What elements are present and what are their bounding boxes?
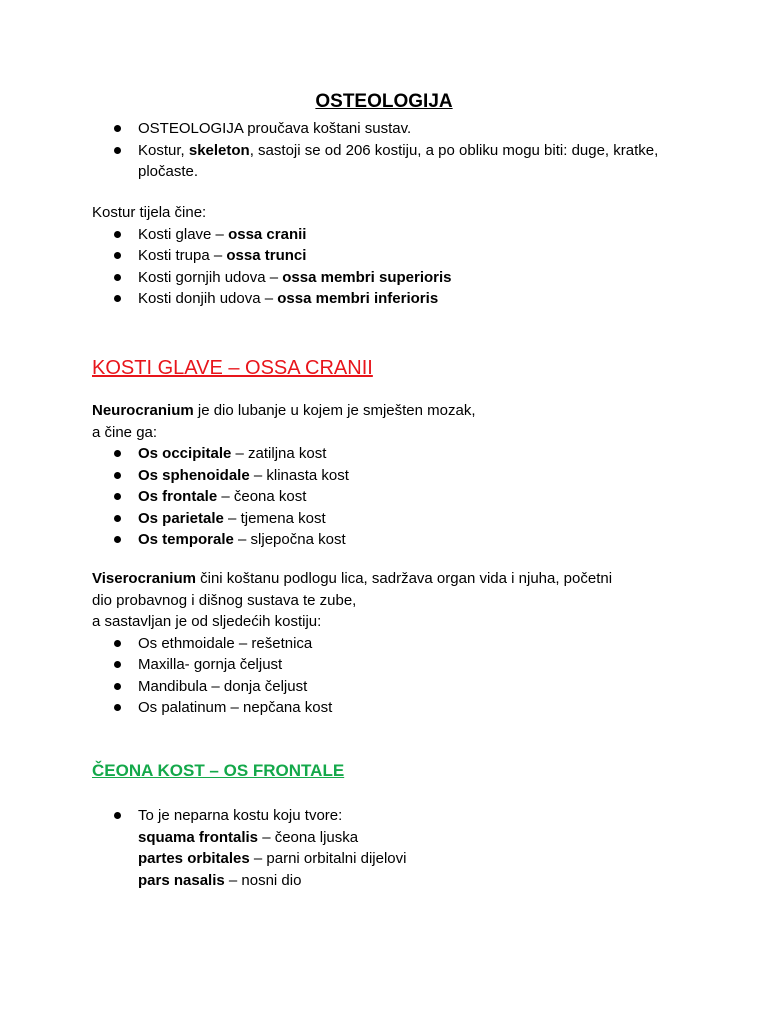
viserocranium-list xyxy=(92,633,692,719)
list-item: Maxilla- gornja čeljust xyxy=(92,654,692,676)
bullet-icon xyxy=(114,493,121,500)
list-item: Os parietale – tjemena kost xyxy=(92,508,672,530)
os-frontale-parts: squama frontalis – čeona ljuska partes orbitales – parni orbitalni dijelovi pars nasalis – nosni dio xyxy=(138,828,407,889)
bullet-icon xyxy=(114,661,121,668)
list-item: Kosti glave – ossa cranii xyxy=(92,224,672,246)
list-item: Kostur, skeleton, sastoji se od 206 kostiju, a po obliku mogu biti: duge, kratke, pločaste. xyxy=(92,140,672,183)
list-item: OSTEOLOGIJA proučava koštani sustav. xyxy=(92,118,672,140)
list-item: Os palatinum – nepčana kost xyxy=(92,697,692,719)
page-title: OSTEOLOGIJA xyxy=(315,91,453,112)
intro-list xyxy=(92,118,672,183)
list-item: Os ethmoidale – rešetnica xyxy=(92,633,692,655)
list-item: Mandibula – donja čeljust xyxy=(92,676,692,698)
bullet-icon xyxy=(114,704,121,711)
section-heading-ceona-kost: ČEONA KOST – OS FRONTALE xyxy=(92,761,345,780)
kostur-list xyxy=(92,224,672,310)
list-item: Kosti trupa – ossa trunci xyxy=(92,245,672,267)
list-item: To je neparna kostu koju tvore: xyxy=(92,805,672,827)
bullet-icon xyxy=(114,231,121,238)
section-heading-kosti-glave: KOSTI GLAVE – OSSA CRANII xyxy=(92,357,373,379)
bullet-icon xyxy=(114,295,121,302)
list-item: Kosti donjih udova – ossa membri inferioris xyxy=(92,288,672,310)
intro-section xyxy=(92,118,672,183)
kostur-section xyxy=(92,202,672,310)
bullet-icon xyxy=(114,252,121,259)
bullet-icon xyxy=(114,536,121,543)
list-item: Kosti gornjih udova – ossa membri superioris xyxy=(92,267,672,289)
neurocranium-section: Neurocranium je dio lubanje u kojem je smješten mozak, a čine ga: Os occipitale – zatiljna kost Os sphenoidale – klinasta kost Os frontale – čeona kost Os parietale – tjemena kost Os temporale – sljepočna kost xyxy=(92,400,672,551)
list-item: Os occipitale – zatiljna kost xyxy=(92,443,672,465)
list-item: Os sphenoidale – klinasta kost xyxy=(92,465,672,487)
bullet-icon xyxy=(114,640,121,647)
os-frontale-section xyxy=(92,805,672,891)
bullet-icon xyxy=(114,683,121,690)
os-frontale-list xyxy=(92,805,672,827)
bullet-icon xyxy=(114,147,121,154)
bullet-icon xyxy=(114,450,121,457)
neurocranium-list xyxy=(92,443,672,551)
list-item: Os temporale – sljepočna kost xyxy=(92,529,672,551)
list-item: Os frontale – čeona kost xyxy=(92,486,672,508)
kostur-lead: Kostur tijela čine: xyxy=(92,204,207,221)
bullet-icon xyxy=(114,812,121,819)
bullet-icon xyxy=(114,472,121,479)
bullet-icon xyxy=(114,125,121,132)
bullet-icon xyxy=(114,274,121,281)
bullet-icon xyxy=(114,515,121,522)
viserocranium-section: Viserocranium čini koštanu podlogu lica, sadržava organ vida i njuha, početni dio probavnog i dišnog sustava te zube, a sastavljan je od sljedećih kostiju: Os ethmoidale – rešetnica Maxilla- gornja čeljust Mandibula – donja čeljust Os palatinum – nepčana kost xyxy=(92,568,692,719)
